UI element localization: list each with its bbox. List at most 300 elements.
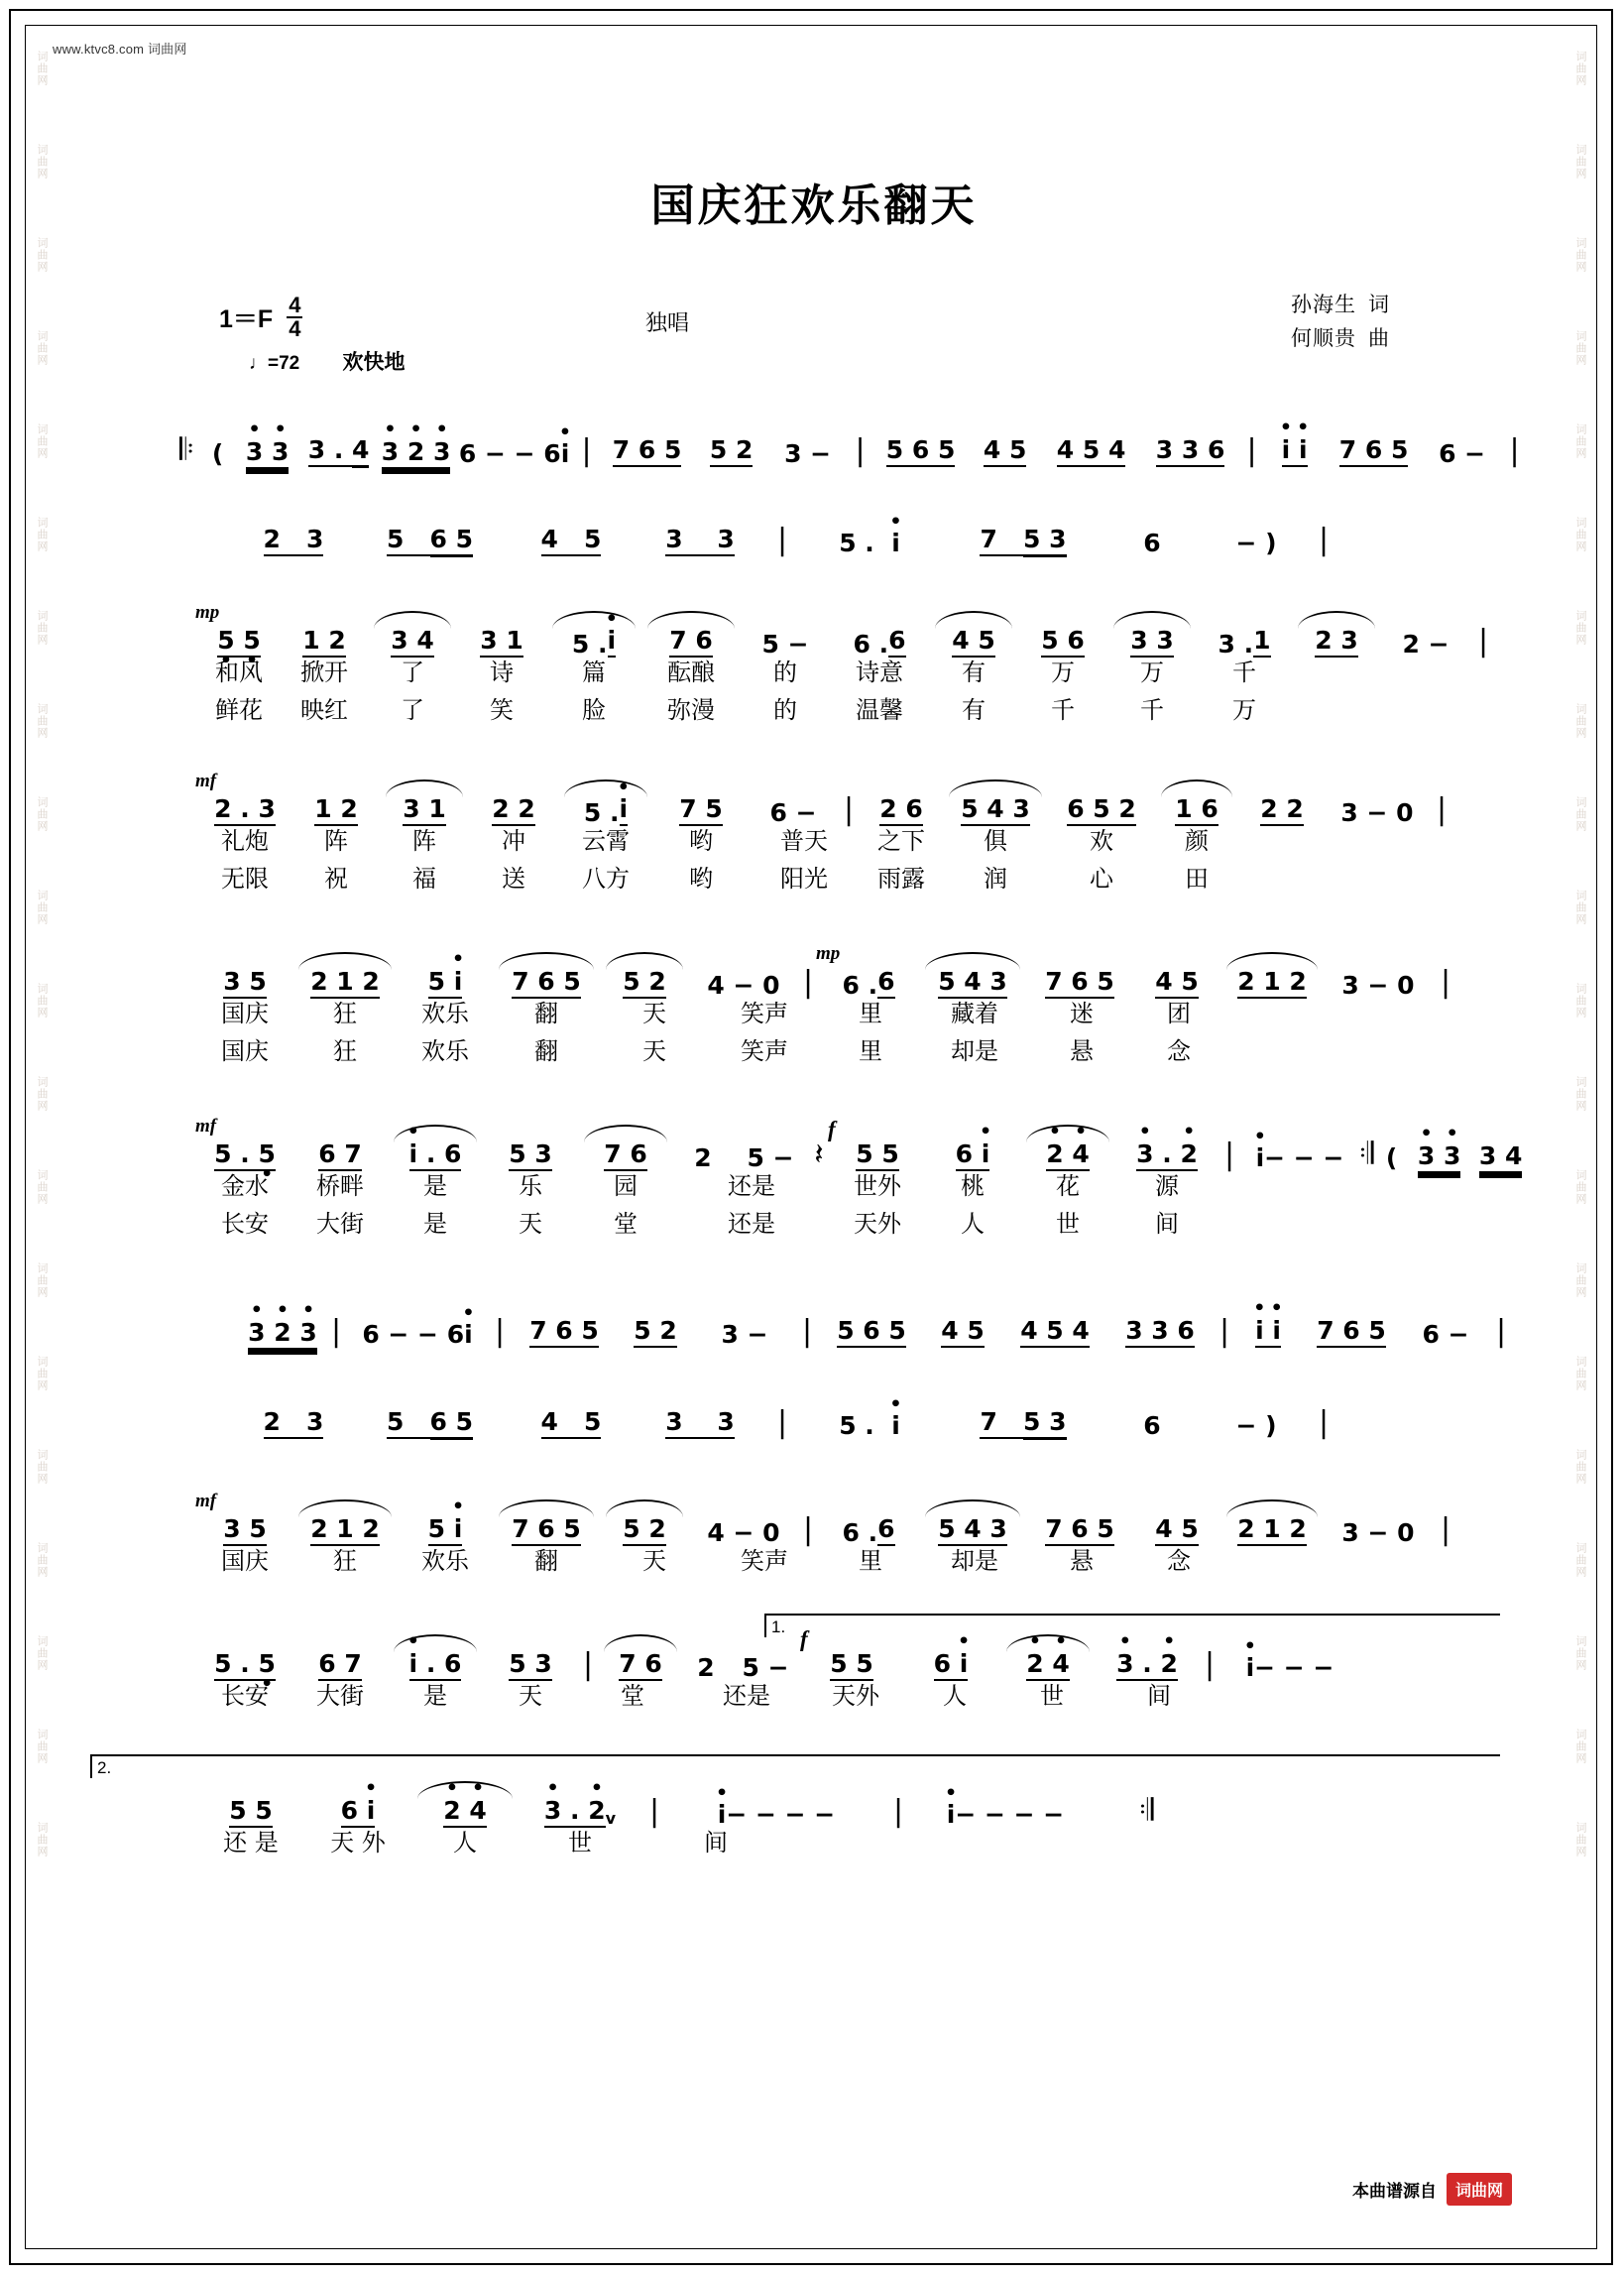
- note-group: 5 • i: [398, 968, 493, 1000]
- lyrics-verse2: [70, 1038, 1558, 1064]
- breath-mark: v: [605, 1809, 617, 1829]
- watermark: 词曲网: [1574, 1449, 1586, 1485]
- barline: |: [1318, 1405, 1330, 1440]
- lyric-syllable: 无限: [221, 865, 269, 893]
- barline: |: [1436, 792, 1448, 827]
- lyric-syllable: 翻: [534, 1000, 558, 1027]
- note-group: 5 6 5: [820, 1317, 923, 1349]
- credits: [1291, 289, 1389, 355]
- lyric-syllable: 阳光: [780, 865, 828, 893]
- note-group: 2 1 2: [292, 968, 398, 1000]
- barline: |: [802, 965, 814, 1000]
- note-group: 6 7: [292, 1140, 388, 1172]
- lyric-syllable: 却是: [951, 1547, 998, 1575]
- lyric-syllable: 天: [519, 1682, 542, 1710]
- lyric-syllable: 普天: [780, 827, 828, 855]
- note-group: 3 − 0: [1341, 1517, 1415, 1547]
- slur: [1161, 779, 1232, 797]
- note-group: (: [1385, 1142, 1398, 1172]
- note-group: 7 6 5: [493, 968, 600, 1000]
- barline: |: [1477, 624, 1489, 659]
- lyric-syllable: 欢乐: [421, 1000, 469, 1027]
- lyric-syllable: 千: [1232, 659, 1256, 686]
- note-group: • 3 . • 2: [1096, 1650, 1199, 1682]
- lyric-syllable: 祝: [324, 865, 348, 893]
- watermark: 词曲网: [1574, 1542, 1586, 1578]
- lyric-syllable: 人: [961, 1210, 985, 1238]
- lyric-syllable: 之下: [877, 827, 925, 855]
- barline: |: [494, 1314, 506, 1349]
- slur: [417, 1781, 513, 1799]
- note-group: 3 . 4: [300, 436, 378, 468]
- note-group: 7 6 5: [600, 436, 695, 468]
- lyric-syllable: 哟: [689, 827, 713, 855]
- dynamic-mp: mp: [816, 942, 841, 964]
- lyric-syllable: 藏着: [951, 1000, 998, 1027]
- watermark: 词曲网: [1574, 890, 1586, 925]
- watermark: 词曲网: [36, 1076, 48, 1112]
- footer-text: 本曲谱源自: [1351, 2182, 1437, 2201]
- key-signature: [219, 295, 302, 340]
- note-line: [70, 601, 1558, 659]
- slur: [394, 1634, 477, 1652]
- lyric-syllable: 念: [1167, 1037, 1191, 1065]
- watermark: 词曲网: [1574, 796, 1586, 832]
- note-group: 2 3: [1292, 627, 1381, 659]
- note-group: 7 6: [578, 1140, 673, 1172]
- dynamic-f: f: [828, 1116, 836, 1141]
- slur: [564, 779, 647, 797]
- barline: |: [648, 1794, 660, 1829]
- watermark: 词曲网: [36, 890, 48, 925]
- note-group: 2 1 2: [292, 1515, 398, 1547]
- watermark: 词曲网: [1574, 1822, 1586, 1857]
- lyric-syllable: 还是: [728, 1172, 775, 1200]
- watermark: 词曲网: [1574, 1169, 1586, 1205]
- lyric-syllable: 万: [1232, 696, 1256, 724]
- notation-row: [70, 1115, 1558, 1255]
- lyric-syllable: 了: [401, 659, 424, 686]
- slur: [298, 952, 392, 970]
- barline: |: [1204, 1647, 1216, 1682]
- barline: |: [582, 1647, 594, 1682]
- slur: [394, 1125, 477, 1142]
- lyric-syllable: 悬: [1070, 1037, 1094, 1065]
- slur: [935, 611, 1012, 629]
- watermark: 词曲网: [36, 1169, 48, 1205]
- note-line: [70, 1115, 1558, 1172]
- system-final-chorus-2: [70, 1617, 1558, 1735]
- watermark: 词曲网: [1574, 703, 1586, 739]
- note-group: 5 2: [695, 436, 768, 468]
- lyricist-role: 词: [1368, 294, 1389, 316]
- lyric-syllable: 乐: [519, 1172, 542, 1200]
- slur: [499, 952, 594, 970]
- lyric-syllable: 堂: [614, 1210, 638, 1238]
- note-group: 7 6: [598, 1650, 683, 1682]
- site-url: www.ktvc8.com 词曲网: [53, 42, 187, 57]
- barline: |: [1223, 1138, 1235, 1172]
- lyric-syllable: 园: [614, 1172, 638, 1200]
- note-group: • 3 • 2 • 3: [241, 1319, 324, 1349]
- note-group: 4 5: [923, 1317, 1002, 1349]
- footer: [1352, 2173, 1512, 2206]
- note-group: 4 5: [1133, 968, 1220, 1000]
- tempo-value: =72: [268, 353, 300, 374]
- note-group: 2 6: [860, 795, 943, 827]
- lyric-syllable: 诗: [490, 659, 514, 686]
- note-group: 3 3 6: [1107, 1317, 1213, 1349]
- lyrics-verse1: [70, 1683, 1558, 1709]
- note-group: 6: [1143, 1410, 1161, 1440]
- lyric-syllable: 狂: [333, 1000, 357, 1027]
- barline: |: [801, 1314, 813, 1349]
- time-denominator: 4: [289, 316, 301, 341]
- notation-row: [70, 601, 1558, 741]
- watermark: 词曲网: [36, 1635, 48, 1671]
- tempo-marking: [249, 346, 406, 376]
- lyric-syllable: 世: [1040, 1682, 1064, 1710]
- score-header: [70, 285, 1558, 394]
- notation-row: [70, 511, 1558, 584]
- voice-label: 独唱: [645, 310, 690, 335]
- dynamic-mf: mf: [195, 770, 217, 791]
- system-intro-2: [70, 511, 1558, 584]
- note-line: [70, 1490, 1558, 1547]
- lyric-syllable: 万: [1140, 659, 1164, 686]
- lyric-syllable: 是: [423, 1172, 447, 1200]
- slur: [552, 611, 636, 629]
- song-title: 国庆狂欢乐翻天: [650, 180, 978, 231]
- note-group: 3 3: [1107, 627, 1197, 659]
- lyric-syllable: 间: [704, 1829, 728, 1857]
- lyric-syllable: 润: [984, 865, 1007, 893]
- barline: |: [1495, 1314, 1507, 1349]
- volta-number: 1.: [771, 1617, 786, 1636]
- note-group: • 2 • 4: [1000, 1650, 1096, 1682]
- barline: |: [330, 1314, 342, 1349]
- note-group: 2 1 2: [1220, 968, 1324, 1000]
- lyric-syllable: 和风: [215, 659, 263, 686]
- lyric-syllable: 国庆: [221, 1037, 269, 1065]
- note-group: 6 . 6: [842, 1513, 895, 1547]
- lyric-syllable: 酝酿: [667, 659, 715, 686]
- lyrics-verse1: [70, 1173, 1558, 1199]
- note-group: 5 . • i: [546, 627, 641, 659]
- lyric-syllable: 国庆: [221, 1000, 269, 1027]
- note-group: 7 5: [653, 795, 749, 827]
- watermark: 词曲网: [1574, 423, 1586, 459]
- note-group: • 2 • 4: [1020, 1140, 1115, 1172]
- system-chorus-1: [70, 942, 1558, 1082]
- lyrics-verse2: [70, 866, 1558, 892]
- composer-role: 曲: [1368, 326, 1389, 350]
- note-group: • 3 • 2 • 3: [378, 438, 455, 468]
- note-group: 5 −: [742, 1652, 789, 1682]
- lyric-syllable: 有: [962, 659, 986, 686]
- system-interlude-2: [70, 1393, 1558, 1467]
- system-final-chorus-1: [70, 1490, 1558, 1600]
- lyric-syllable: 礼炮: [221, 827, 269, 855]
- lyric-syllable: 篇: [582, 659, 606, 686]
- note-group: • 3 • 3: [1409, 1142, 1470, 1172]
- notation-row: [70, 1393, 1558, 1467]
- lyric-syllable: 俱: [984, 827, 1007, 855]
- lyrics-verse1: [70, 659, 1558, 685]
- note-group: 4 − 0: [707, 1517, 780, 1547]
- note-group: 3 3: [631, 1408, 769, 1440]
- slur: [1026, 1125, 1109, 1142]
- page-border: [9, 9, 1613, 2265]
- barline: |: [802, 1512, 814, 1547]
- lyric-syllable: 团: [1167, 1000, 1191, 1027]
- lyric-syllable: 的: [773, 696, 797, 724]
- note-group: • i − − −: [1240, 1144, 1359, 1172]
- watermark: 词曲网: [1574, 330, 1586, 366]
- lyric-syllable: 人: [943, 1682, 967, 1710]
- watermark: 词曲网: [36, 517, 48, 552]
- lyric-syllable: 翻: [534, 1037, 558, 1065]
- note-group: 5 6 5: [348, 1408, 512, 1440]
- volta-number: 2.: [97, 1758, 112, 1777]
- note-group: 6: [1143, 528, 1161, 557]
- note-group: 5 . • i: [795, 530, 944, 557]
- lyric-syllable: 天: [642, 1547, 666, 1575]
- note-group: 2 3: [239, 1408, 348, 1440]
- lyric-syllable: 万: [1051, 659, 1075, 686]
- note-group: 3 1: [380, 795, 469, 827]
- lyric-syllable: 大街: [316, 1682, 364, 1710]
- note-group: • i • i: [1264, 436, 1326, 468]
- lyric-syllable: 天外: [832, 1682, 879, 1710]
- volta-bracket-1: [764, 1614, 1500, 1637]
- note-line: [70, 421, 1558, 467]
- slur: [606, 952, 683, 970]
- lyric-syllable: 鲜花: [215, 696, 263, 724]
- note-group: 2: [694, 1142, 712, 1172]
- lyric-syllable: 雨露: [877, 865, 925, 893]
- lyric-syllable: 还 是: [223, 1829, 279, 1857]
- note-group: • i − − − −: [911, 1801, 1100, 1829]
- note-group: 5 . • i: [558, 795, 653, 827]
- note-group: − ): [1235, 1410, 1277, 1440]
- lyric-syllable: 弥漫: [667, 696, 715, 724]
- note-group: mf 5 . 5 •: [197, 1140, 292, 1172]
- watermark: 词曲网: [1574, 1635, 1586, 1671]
- tempo-note-icon: ♩: [249, 353, 268, 374]
- dynamic-mf: mf: [195, 1115, 217, 1137]
- slur: [374, 611, 451, 629]
- note-group: 3 4: [368, 627, 457, 659]
- lyric-syllable: 是: [423, 1682, 447, 1710]
- note-group: 4 5 4: [1002, 1317, 1107, 1349]
- watermark: 词曲网: [1574, 144, 1586, 180]
- barline: |: [1440, 965, 1451, 1000]
- note-group: 5 3: [483, 1140, 578, 1172]
- lyric-syllable: 有: [962, 696, 986, 724]
- note-group: 5 −: [761, 629, 809, 659]
- note-group: f 5 5: [802, 1650, 901, 1682]
- lyric-syllable: 阵: [324, 827, 348, 855]
- lyric-syllable: 欢乐: [421, 1037, 469, 1065]
- lyric-syllable: 还是: [723, 1682, 770, 1710]
- watermark: 词曲网: [36, 1729, 48, 1764]
- lyric-syllable: 千: [1140, 696, 1164, 724]
- lyric-syllable: 源: [1155, 1172, 1179, 1200]
- lyric-syllable: 脸: [582, 696, 606, 724]
- note-group: 3 1: [457, 627, 546, 659]
- site-logo[interactable]: 词曲网: [1447, 2173, 1512, 2206]
- note-group: 3 −: [784, 438, 832, 468]
- note-group: 5 −: [747, 1142, 794, 1172]
- composer-name: 何顺贵: [1291, 326, 1356, 350]
- lyric-syllable: 念: [1167, 1547, 1191, 1575]
- key-label: 1＝F: [219, 305, 274, 333]
- note-group: 5 2: [616, 1317, 695, 1349]
- repeat-start-barline: 𝄆: [179, 433, 195, 466]
- note-group: 4 5: [969, 436, 1042, 468]
- lyric-syllable: 长安: [221, 1210, 269, 1238]
- note-group: 5 6: [1018, 627, 1107, 659]
- note-group: • 2 • 4: [411, 1797, 519, 1829]
- slur: [584, 1125, 667, 1142]
- watermark: 词曲网: [36, 423, 48, 459]
- slur: [1006, 1634, 1090, 1652]
- watermark: 词曲网: [1574, 983, 1586, 1018]
- lyric-syllable: 天外: [854, 1210, 901, 1238]
- lyric-syllable: 长安: [221, 1682, 269, 1710]
- notation-row: [70, 1302, 1558, 1372]
- lyric-syllable: 迷: [1070, 1000, 1094, 1027]
- lyric-syllable: 天: [642, 1000, 666, 1027]
- watermark: 词曲网: [1574, 1076, 1586, 1112]
- note-group: 4 5: [929, 627, 1018, 659]
- note-group: 7 6 5: [1026, 968, 1133, 1000]
- note-line: [70, 1782, 1558, 1828]
- note-group: 3 . 1: [1218, 625, 1271, 659]
- lyrics-verse1: [70, 828, 1558, 854]
- watermark: 词曲网: [36, 610, 48, 646]
- lyric-syllable: 笑声: [741, 1547, 788, 1575]
- note-group: 3 4: [1478, 1140, 1523, 1170]
- system-intro-1: [70, 421, 1558, 491]
- note-group: 5 2: [600, 968, 689, 1000]
- lyric-syllable: 桥畔: [316, 1172, 364, 1200]
- note-group: 7 6 5: [1300, 1317, 1403, 1349]
- barline: |: [843, 792, 855, 827]
- note-group: mp 6 . 6: [816, 942, 895, 1000]
- note-group: 5 . 5 •: [197, 1650, 292, 1682]
- system-ending: [70, 1758, 1558, 1881]
- note-group: 5 6 5: [348, 526, 512, 557]
- note-group: 7 5 3: [944, 526, 1102, 557]
- note-group: 4 5 4: [1042, 436, 1141, 468]
- note-group: 6 • i: [304, 1797, 411, 1829]
- note-group: f 5 5: [830, 1140, 925, 1172]
- note-group: 4 5: [512, 526, 631, 557]
- lyric-syllable: 国庆: [221, 1547, 269, 1575]
- note-group: (: [211, 438, 224, 468]
- watermark: 词曲网: [1574, 1356, 1586, 1391]
- note-group: 1 2: [281, 627, 368, 659]
- watermark: 词曲网: [36, 1449, 48, 1485]
- note-group: 6 . 6: [853, 625, 906, 659]
- lyric-syllable: 狂: [333, 1547, 357, 1575]
- lyric-syllable: 欢乐: [421, 1547, 469, 1575]
- slur: [925, 1499, 1020, 1517]
- lyric-syllable: 千: [1051, 696, 1075, 724]
- watermark: 词曲网: [36, 330, 48, 366]
- lyric-syllable: 还是: [728, 1210, 775, 1238]
- barline: 𝄽: [814, 1138, 824, 1172]
- note-group: mf 2 . 3: [197, 795, 292, 827]
- notation-row: [70, 1490, 1558, 1600]
- lyric-syllable: 是: [423, 1210, 447, 1238]
- lyric-syllable: 天 外: [330, 1829, 386, 1857]
- note-group: 2 2: [1238, 795, 1326, 827]
- note-group: − ): [1235, 528, 1277, 557]
- note-group: mf 3 5: [197, 1515, 292, 1547]
- barline: |: [1318, 523, 1330, 557]
- slur: [925, 952, 1020, 970]
- slur: [604, 1634, 677, 1652]
- watermark: 词曲网: [1574, 517, 1586, 552]
- barline: |: [581, 433, 592, 468]
- note-line: [70, 942, 1558, 1000]
- note-group: 6 5 2: [1048, 795, 1155, 827]
- note-group: 7 5 3: [944, 1408, 1102, 1440]
- lyrics-verse1: [70, 1548, 1558, 1574]
- note-group: 7 6 5: [1326, 436, 1423, 468]
- note-group: 6 − − 6 • i: [348, 1321, 487, 1349]
- note-line: [70, 1302, 1558, 1348]
- note-group: 6 • i: [925, 1140, 1020, 1172]
- note-group: 4 5: [512, 1408, 631, 1440]
- note-group: 5 4 3: [919, 1515, 1026, 1547]
- lyric-syllable: 里: [859, 1547, 882, 1575]
- barline: |: [1218, 1314, 1230, 1349]
- watermark: 词曲网: [1574, 1729, 1586, 1764]
- note-group: 5 4 3: [943, 795, 1048, 827]
- slur: [298, 1499, 392, 1517]
- lyric-syllable: 心: [1090, 865, 1113, 893]
- system-chorus-2: [70, 1115, 1558, 1255]
- lyric-syllable: 人: [453, 1829, 477, 1857]
- watermark: 词曲网: [36, 144, 48, 180]
- lyric-syllable: 哟: [689, 865, 713, 893]
- slur: [1113, 611, 1191, 629]
- watermark: 词曲网: [1574, 610, 1586, 646]
- lyric-syllable: 世外: [854, 1172, 901, 1200]
- barline: |: [892, 1794, 904, 1829]
- watermark: 词曲网: [36, 796, 48, 832]
- notation-row: [70, 942, 1558, 1082]
- lyric-syllable: 映红: [300, 696, 348, 724]
- lyrics-verse1: [70, 1830, 1558, 1856]
- volta-bracket-2: [90, 1754, 1500, 1778]
- note-group: 3 −: [721, 1319, 768, 1349]
- lyric-syllable: 堂: [621, 1682, 644, 1710]
- lyric-syllable: 世: [1056, 1210, 1080, 1238]
- lyric-syllable: 大街: [316, 1210, 364, 1238]
- note-group: 6 • i: [901, 1650, 1000, 1682]
- lyric-syllable: 桃: [961, 1172, 985, 1200]
- note-group: 5 5: [197, 1797, 304, 1829]
- mood-marking: 欢快地: [342, 351, 406, 374]
- lyric-syllable: 送: [502, 865, 525, 893]
- notation-row: [70, 1625, 1558, 1735]
- lyric-syllable: 颜: [1185, 827, 1209, 855]
